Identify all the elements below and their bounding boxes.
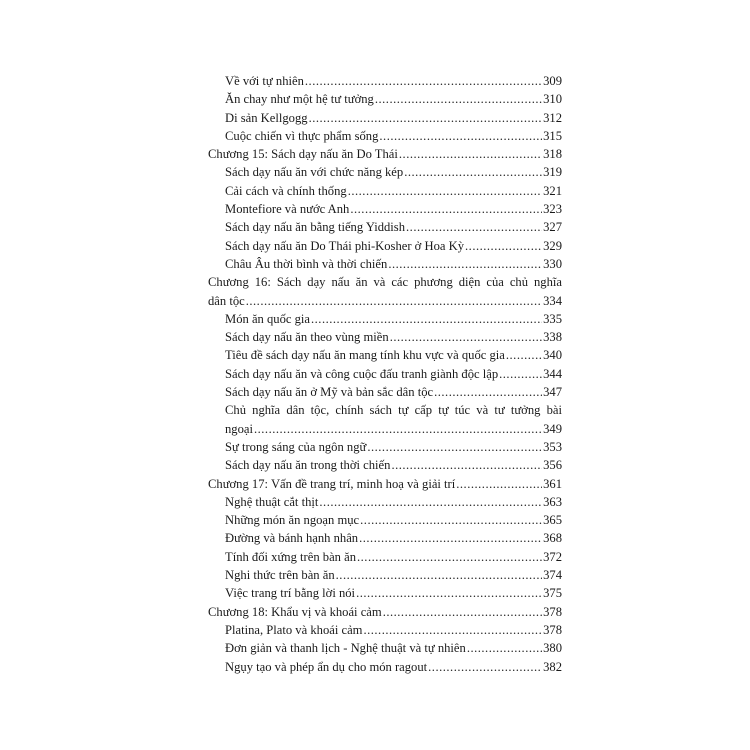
toc-section-entry <box>208 310 562 328</box>
page-number: 334 <box>543 293 562 308</box>
toc-section-entry <box>208 218 562 236</box>
section-title: Đường và bánh hạnh nhân <box>225 531 359 546</box>
toc-entry-line <box>208 109 562 127</box>
dot-leader <box>375 90 542 108</box>
dot-leader <box>391 456 542 474</box>
toc-entry-line <box>208 163 562 181</box>
page-number: 378 <box>543 622 562 637</box>
page-number: 372 <box>543 549 562 564</box>
section-title: Việc trang trí bằng lời nói <box>225 586 356 601</box>
page-number: 374 <box>543 568 562 583</box>
section-title: Montefiore và nước Anh <box>225 202 350 217</box>
toc-section-entry <box>208 529 562 547</box>
section-title: Platina, Plato và khoái cảm <box>225 622 363 637</box>
page-number: 330 <box>543 256 562 271</box>
section-title: Tiêu đề sách dạy nấu ăn mang tính khu vực và quốc gia <box>225 348 505 363</box>
section-title: Nghi thức trên bàn ăn <box>225 568 335 583</box>
chapter-title: Chương 15: Sách dạy nấu ăn Do Thái <box>208 147 398 162</box>
section-title: Sách dạy nấu ăn với chức năng kép <box>225 165 404 180</box>
toc-entry-line <box>208 511 562 529</box>
toc-section-entry <box>208 639 562 657</box>
toc-entry-line <box>208 566 562 584</box>
toc-entry-line <box>208 401 562 419</box>
dot-leader <box>360 511 542 529</box>
toc-section-entry <box>208 438 562 456</box>
dot-leader <box>467 639 542 657</box>
toc-entry-line <box>208 603 562 621</box>
dot-leader <box>305 72 542 90</box>
toc-section-entry <box>208 548 562 566</box>
page-number: 380 <box>543 641 562 656</box>
section-title: Chủ nghĩa dân tộc, chính sách tự cấp tự túc và tư tưởng bài <box>225 403 562 418</box>
toc-entry-line <box>208 273 562 291</box>
dot-leader <box>379 127 542 145</box>
toc-entry-line <box>208 237 562 255</box>
toc-section-entry <box>208 511 562 529</box>
toc-section-entry <box>208 200 562 218</box>
toc-section-entry <box>208 328 562 346</box>
page-number: 309 <box>543 74 562 88</box>
toc-section-entry <box>208 346 562 364</box>
toc-section-entry <box>208 72 562 90</box>
toc-entry-line <box>208 365 562 383</box>
section-title: Sách dạy nấu ăn theo vùng miền <box>225 330 389 345</box>
section-title: Di sản Kellgogg <box>225 110 308 125</box>
toc-section-entry <box>208 456 562 474</box>
page-number: 315 <box>543 128 562 143</box>
page-number: 375 <box>543 586 562 601</box>
toc-entry-line <box>208 127 562 145</box>
toc-entry-line <box>208 310 562 328</box>
toc-section-entry <box>208 237 562 255</box>
toc-entry-line <box>208 493 562 511</box>
section-title: Cuộc chiến vì thực phẩm sống <box>225 128 379 143</box>
toc-chapter-entry <box>208 273 562 291</box>
page-number: 344 <box>543 366 562 381</box>
toc-chapter-entry <box>208 475 562 493</box>
toc-section-entry <box>208 255 562 273</box>
dot-leader <box>390 328 542 346</box>
toc-section-entry <box>208 401 562 419</box>
toc-section-entry <box>208 109 562 127</box>
toc-section-entry <box>208 566 562 584</box>
page-number: 310 <box>543 92 562 107</box>
dot-leader <box>434 383 542 401</box>
toc-section-entry <box>208 182 562 200</box>
dot-leader <box>388 255 542 273</box>
toc-entry-line <box>208 438 562 456</box>
toc-chapter-entry <box>208 145 562 163</box>
toc-entry-line <box>208 584 562 602</box>
section-title: Sách dạy nấu ăn trong thời chiến <box>225 458 391 473</box>
page-number: 349 <box>543 421 562 436</box>
toc-section-entry <box>208 493 562 511</box>
page-number: 321 <box>543 183 562 198</box>
chapter-title: Chương 17: Vấn đề trang trí, minh hoạ và giải trí <box>208 476 456 491</box>
chapter-title-continued: dân tộc <box>208 293 245 308</box>
page-number: 338 <box>543 330 562 345</box>
toc-entry-line <box>208 200 562 218</box>
toc-entry-line <box>208 383 562 401</box>
dot-leader <box>367 438 542 456</box>
section-title: Sách dạy nấu ăn ở Mỹ và bản sắc dân tộc <box>225 385 434 400</box>
page-number: 368 <box>543 531 562 546</box>
section-title: Cải cách và chính thống <box>225 183 347 198</box>
toc-entry-line <box>208 145 562 163</box>
toc-section-entry <box>208 365 562 383</box>
page-number: 347 <box>543 385 562 400</box>
page-number: 329 <box>543 238 562 253</box>
toc-entry-line <box>208 420 562 438</box>
section-title: Nghệ thuật cắt thịt <box>225 494 319 509</box>
page-number: 363 <box>543 494 562 509</box>
dot-leader <box>246 292 542 310</box>
toc-entry-line <box>208 255 562 273</box>
dot-leader <box>456 475 542 493</box>
page-number: 378 <box>543 604 562 619</box>
chapter-title: Chương 18: Khẩu vị và khoái cảm <box>208 604 382 619</box>
dot-leader <box>363 621 542 639</box>
dot-leader <box>465 237 542 255</box>
toc-section-entry <box>208 383 562 401</box>
section-title-continued: ngoại <box>225 421 253 436</box>
section-title: Châu Âu thời bình và thời chiến <box>225 256 388 271</box>
toc-entry-line <box>208 658 562 676</box>
toc-entry-line <box>208 292 562 310</box>
toc-section-entry <box>208 584 562 602</box>
dot-leader <box>311 310 542 328</box>
toc-entry-line <box>208 218 562 236</box>
toc-section-entry <box>208 163 562 181</box>
page-number: 335 <box>543 311 562 326</box>
toc-section-entry <box>208 621 562 639</box>
page-number: 365 <box>543 513 562 528</box>
toc-entry-line <box>208 72 562 90</box>
dot-leader <box>406 218 542 236</box>
dot-leader <box>336 566 542 584</box>
dot-leader <box>350 200 542 218</box>
dot-leader <box>428 658 542 676</box>
page-number: 340 <box>543 348 562 363</box>
chapter-title: Chương 16: Sách dạy nấu ăn và các phương diện của chủ nghĩa <box>208 275 562 290</box>
page-number: 323 <box>543 202 562 217</box>
section-title: Sách dạy nấu ăn và công cuộc đấu tranh giành độc lập <box>225 366 499 381</box>
dot-leader <box>309 109 543 127</box>
toc-section-entry <box>208 90 562 108</box>
page-number: 312 <box>543 110 562 125</box>
toc-entry-line <box>208 90 562 108</box>
section-title: Món ăn quốc gia <box>225 311 310 326</box>
table-of-contents <box>208 72 562 676</box>
toc-entry-line <box>208 182 562 200</box>
page-number: 356 <box>543 458 562 473</box>
toc-chapter-entry <box>208 603 562 621</box>
toc-section-entry <box>208 127 562 145</box>
toc-entry-line <box>208 548 562 566</box>
toc-entry-line <box>208 639 562 657</box>
dot-leader <box>348 182 542 200</box>
toc-entry-line <box>208 529 562 547</box>
toc-entry-line <box>208 328 562 346</box>
toc-entry-line <box>208 456 562 474</box>
section-title: Ăn chay như một hệ tư tưởng <box>225 92 374 107</box>
dot-leader <box>357 548 542 566</box>
dot-leader <box>383 603 542 621</box>
dot-leader <box>506 346 542 364</box>
dot-leader <box>399 145 542 163</box>
toc-entry-line <box>208 621 562 639</box>
dot-leader <box>254 420 542 438</box>
dot-leader <box>356 584 542 602</box>
toc-entry-line <box>208 346 562 364</box>
page-number: 319 <box>543 165 562 180</box>
toc-section-entry <box>208 658 562 676</box>
section-title: Sách dạy nấu ăn bằng tiếng Yiddish <box>225 220 406 235</box>
dot-leader <box>319 493 542 511</box>
section-title: Ngụy tạo và phép ẩn dụ cho món ragout <box>225 659 428 674</box>
section-title: Sự trong sáng của ngôn ngữ <box>225 439 367 454</box>
toc-entry-line <box>208 475 562 493</box>
toc-entry-continuation <box>208 292 562 310</box>
section-title: Đơn giản và thanh lịch - Nghệ thuật và tự nhiên <box>225 641 466 656</box>
dot-leader <box>404 163 542 181</box>
section-title: Những món ăn ngoạn mục <box>225 513 360 528</box>
toc-entry-continuation <box>208 420 562 438</box>
page-number: 361 <box>543 476 562 491</box>
dot-leader <box>359 529 542 547</box>
page-number: 353 <box>543 439 562 454</box>
section-title: Sách dạy nấu ăn Do Thái phi-Kosher ở Hoa Kỳ <box>225 238 465 253</box>
dot-leader <box>499 365 542 383</box>
page-number: 382 <box>543 659 562 674</box>
page-number: 327 <box>543 220 562 235</box>
section-title: Về với tự nhiên <box>225 74 304 88</box>
section-title: Tính đối xứng trên bàn ăn <box>225 549 356 564</box>
page-number: 318 <box>543 147 562 162</box>
